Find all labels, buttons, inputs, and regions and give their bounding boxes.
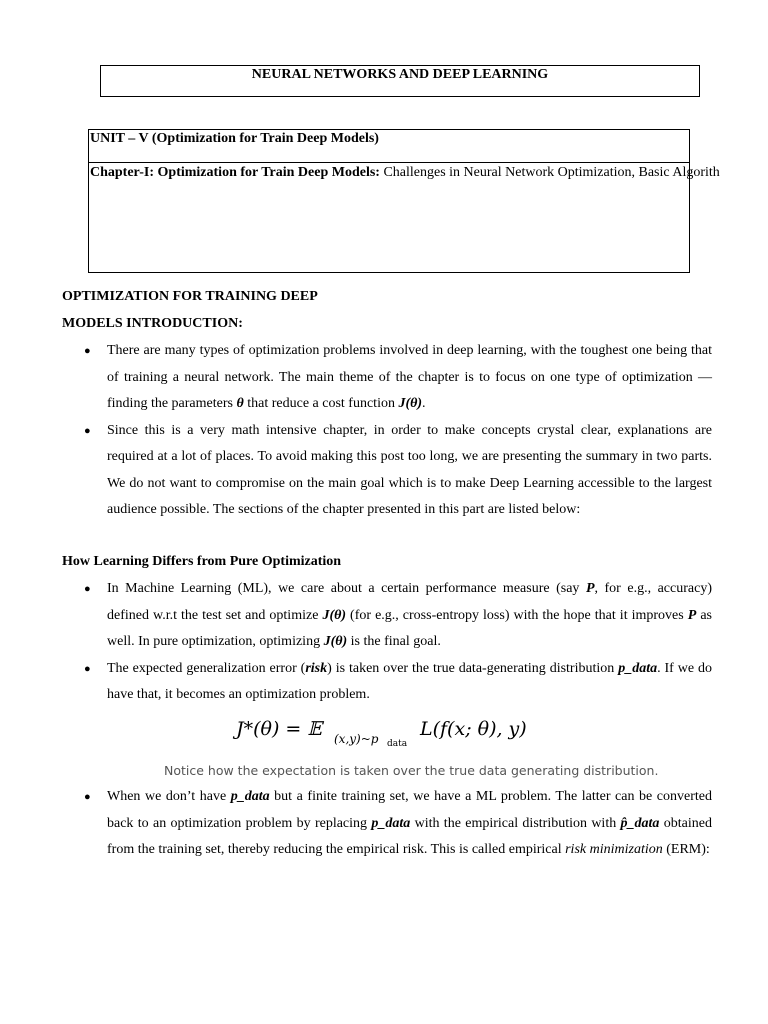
course-title-box [100, 65, 700, 97]
bullet-text: is the final goal. [347, 634, 441, 649]
formula-lhs: J*(θ) = 𝔼 [236, 718, 322, 740]
bullet-text: When we don’t have [107, 789, 231, 804]
cost-function: J(θ) [323, 634, 348, 649]
expected-risk-formula [222, 710, 556, 752]
bullet-text: (ERM): [662, 842, 710, 857]
unit-chapter [89, 163, 720, 182]
bullet-text: The expected generalization error ( [107, 660, 306, 676]
pdata-term: p_data [618, 660, 658, 676]
section2-bullet-list-continued [62, 784, 712, 864]
list-item [62, 784, 712, 864]
formula-subscript: (x,y)~p [334, 732, 379, 746]
bullet-text: that reduce a cost function [243, 396, 399, 411]
course-title: NEURAL NETWORKS AND DEEP LEARNING [251, 67, 549, 82]
pdata-term: p_data [230, 789, 270, 804]
unit-box [88, 129, 720, 273]
risk-minimization-term: risk minimization [565, 842, 663, 857]
section1-heading-line1: OPTIMIZATION FOR TRAINING DEEP [62, 289, 318, 304]
chapter-label: Chapter-I: Optimization for Train Deep Models: [90, 165, 380, 180]
empirical-pdata-term: p̂_data [620, 815, 660, 831]
bullet-dot-icon: ● [84, 662, 91, 675]
bullet-text: as well. In pure optimization, optimizing [107, 607, 712, 649]
bullet-text: There are many types of optimization problems involved in deep learning, with the toughest one being that of training a neural network. The main theme of the chapter is to focus on one type of optimization — finding the parameters [107, 343, 712, 411]
list-item [62, 418, 712, 524]
bullet-text: obtained from the training set, thereby reducing the empirical risk. This is called empirical [107, 815, 712, 857]
theta-symbol: θ [236, 396, 244, 411]
bullet-text: but a finite training set, we have a ML problem. The latter can be converted back to an optimization problem by replacing [107, 789, 713, 831]
cost-function: J(θ) [398, 396, 423, 411]
section1-heading-line2: MODELS INTRODUCTION: [62, 316, 243, 331]
list-item [62, 338, 712, 418]
list-item [62, 576, 712, 656]
pdata-term: p_data [371, 815, 411, 831]
bullet-text: . If we do have that, it becomes an optimization problem. [107, 660, 712, 702]
unit-title: UNIT – V (Optimization for Train Deep Models) [89, 130, 689, 163]
measure-p: P [585, 581, 595, 596]
formula-subsubscript: data [387, 739, 408, 749]
bullet-dot-icon: ● [84, 345, 91, 357]
bullet-text: . [422, 396, 426, 411]
measure-p: P [687, 607, 697, 623]
bullet-dot-icon: ● [84, 791, 91, 803]
section1-bullet-list [62, 338, 712, 524]
bullet-text: (for e.g., cross-entropy loss) with the hope that it improves [346, 607, 688, 623]
bullet-text: In Machine Learning (ML), we care about a certain performance measure (say [107, 581, 586, 596]
bullet-text: ) is taken over the true data-generating distribution [327, 660, 619, 676]
risk-term: risk [305, 660, 328, 676]
cost-function: J(θ) [322, 607, 347, 623]
formula-rhs: L(f(x; θ), y) [420, 718, 527, 740]
formula-graphic [222, 710, 556, 752]
bullet-text: , for e.g., accuracy) defined w.r.t the test set and optimize [107, 581, 712, 623]
bullet-dot-icon: ● [84, 424, 91, 437]
formula-caption: Notice how the expectation is taken over the true data generating distribution. [164, 763, 659, 778]
bullet-text: with the empirical distribution with [410, 815, 621, 831]
section2-bullet-list [62, 576, 712, 709]
list-item [62, 656, 712, 709]
chapter-topics: Challenges in Neural Network Optimization, Basic Algorith [379, 165, 720, 180]
bullet-text: Since this is a very math intensive chapter, in order to make concepts crystal clear, explanations are required at a lot of places. To avoid making this post too long, we are presenting the summary in two parts. We do not want to compromise on the main goal which is to make Deep Learning accessible to the largest audience possible. The sections of the chapter presented in this part are listed below: [107, 422, 712, 517]
bullet-dot-icon: ● [84, 583, 91, 595]
section2-heading: How Learning Differs from Pure Optimization [62, 554, 342, 569]
